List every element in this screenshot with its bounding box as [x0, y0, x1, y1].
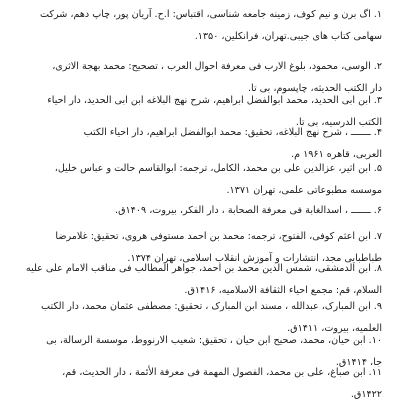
reference-item [16, 4, 382, 48]
reference-text-continued: دار الکتب الحدیثه، چاپسوم، بی تا. [247, 83, 382, 94]
reference-text: ۳. ابن ابی الحدید، محمد ابوالفضل ابراهیم، شرح نهج البلاغه ابن ابی الحدید، دار احیاء [47, 95, 382, 106]
reference-text: ۱۰. ابن حیان، محمد، صحیح ابن حیان ، تحقیق: شعیب الارنووط، موسسة الرسالة، بی [46, 335, 382, 346]
reference-text: ۷. ابن اعثم کوفی، الفتوح، ترجمه: محمد بن احمد مستوفی هروی، تحقیق: غلامرضا [55, 231, 382, 242]
reference-text-continued: جا، ۱۴۱۴ق. [335, 357, 382, 368]
reference-text: ۱۱. ابن صباغ، علی بن محمد، الفصول المهمة فی معرفة الأئمة ، دار الحدیث، قم، [62, 367, 382, 378]
reference-text: ۸. ابن الدمشقی، شمس الدین محمد بن احمد، جواهر المطالب فی مناقب الامام علی علیه [25, 263, 382, 274]
reference-item [16, 158, 382, 202]
reference-text-continued: العلمیه، بیروت، ۱۴۱۱ق. [287, 323, 382, 334]
reference-item [16, 362, 382, 406]
reference-text: ۶. ـــــــ ، اسدالغابة فی معرفة الصحابة ، دار الفکر، بیروت، ۱۴۰۹ق. [115, 205, 382, 216]
reference-text: ۵. ابن اثیر، عزالدین علی بن محمد، الکامل، ترجمه: ابوالقاسم حالت و عباس خلیل، [54, 163, 382, 174]
reference-text-continued: سهامی کتاب های جیبی.تهران، فرانکلین، ۱۳۵۰. [194, 31, 382, 42]
reference-text: ۲. الوسی، محمود، بلوغ الارب فی معرفة احوال العرب ، تصحیح: محمد بهجة الاثری، [52, 61, 382, 72]
reference-text-continued: موسسه مطبوعاتی علمی، تهران ۱۳۷۱. [226, 185, 382, 196]
reference-text-continued: ۱۴۲۲ق. [350, 389, 382, 400]
reference-text: ۴. ـــــــ ، شرح نهج البلاغه، تحقیق: محمد ابوالفضل ابراهیم، دار احیاء الکتب [83, 127, 382, 138]
reference-item [16, 200, 382, 222]
reference-text-continued: طباطبایی مجد، انتشارات و آموزش انقلاب اسلامی، تهران ۱۳۷۴. [127, 253, 382, 264]
reference-text-continued: السلام، قم: مجمع احیاء الثقافة الاسلامیه، ۱۴۱۶ق. [184, 285, 382, 296]
reference-text: ۱. اگ برن و نیم کوف، زمینه جامعه شناسی، اقتباس: ا.ح. آریان پور، چاپ دهم، شرکت [40, 9, 382, 20]
reference-text: ۹. ابن المبارک، عبدالله ، مسند ابن المبارک ، تحقیق: مصطفی عثمان محمد، دار الکتب [41, 301, 382, 312]
reference-text-continued: العربی، قاهره ۱۹۶۱ م. [291, 149, 382, 160]
reference-text-continued: الکتب الدرسیه، بی تا. [295, 117, 382, 128]
